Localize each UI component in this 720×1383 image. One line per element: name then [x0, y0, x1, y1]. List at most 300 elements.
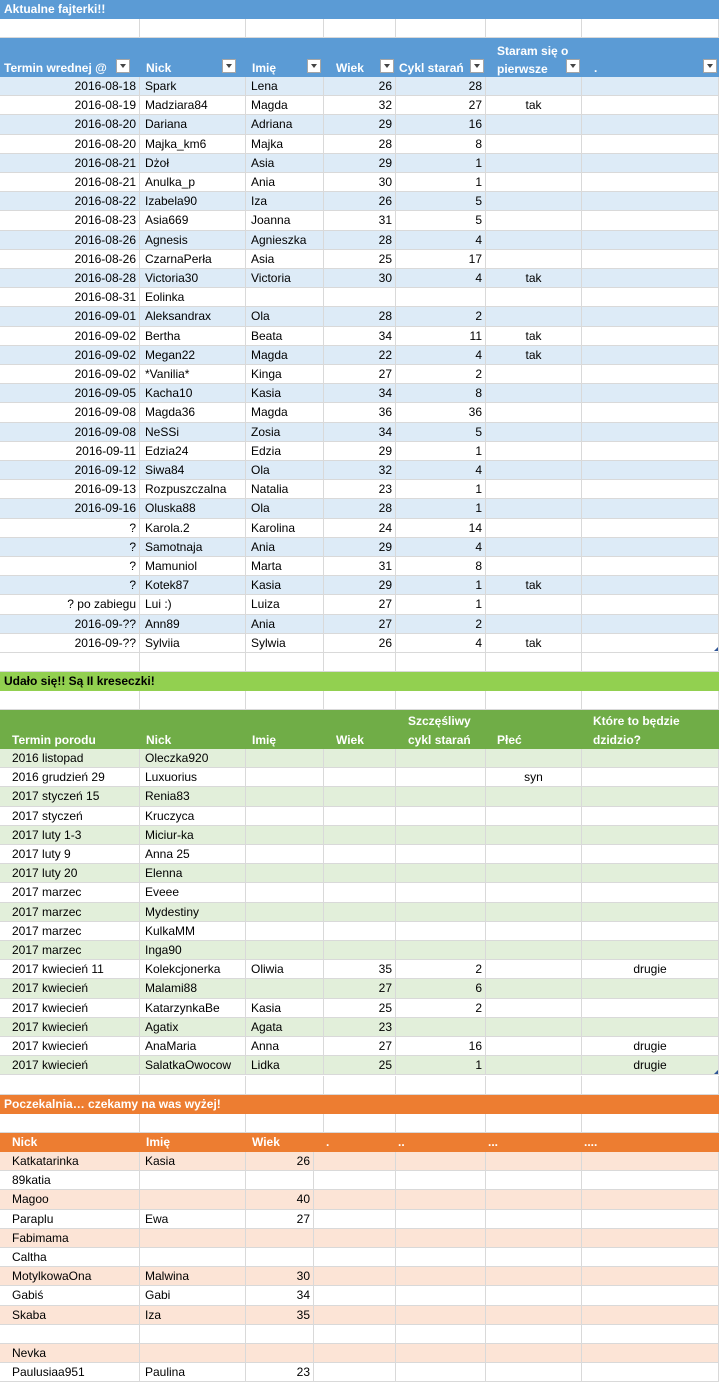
cell-wiek[interactable]: 29 — [324, 115, 396, 133]
cell-nick[interactable]: Samotnaja — [140, 538, 246, 556]
cell-plec[interactable] — [486, 883, 582, 901]
cell-wiek[interactable] — [324, 749, 396, 767]
cell-plec[interactable] — [486, 999, 582, 1017]
cell-wiek[interactable]: 35 — [246, 1306, 314, 1324]
cell-imie[interactable] — [140, 1325, 246, 1343]
cell-imie[interactable]: Paulina — [140, 1363, 246, 1381]
cell-extra[interactable] — [582, 499, 719, 517]
cell-extra[interactable] — [582, 423, 719, 441]
cell-pierwsze[interactable]: tak — [486, 346, 582, 364]
cell-nick[interactable]: Mamuniol — [140, 557, 246, 575]
cell-cykl[interactable]: 1 — [396, 480, 486, 498]
cell-imie[interactable]: Marta — [246, 557, 324, 575]
cell-nick[interactable]: Renia83 — [140, 787, 246, 805]
cell-cykl[interactable]: 1 — [396, 154, 486, 172]
cell-extra[interactable] — [582, 250, 719, 268]
cell-nick[interactable]: SalatkaOwocow — [140, 1056, 246, 1074]
cell-termin[interactable]: ? — [0, 538, 140, 556]
cell-wiek[interactable] — [324, 922, 396, 940]
cell-pierwsze[interactable] — [486, 77, 582, 95]
cell-extra[interactable] — [582, 173, 719, 191]
cell-cykl[interactable]: 28 — [396, 77, 486, 95]
cell-imie[interactable] — [140, 1344, 246, 1362]
cell-wiek[interactable]: 30 — [324, 269, 396, 287]
cell-pierwsze[interactable] — [486, 173, 582, 191]
cell-wiek[interactable]: 28 — [324, 231, 396, 249]
cell-nick[interactable]: Lui :) — [140, 595, 246, 613]
cell-nick[interactable]: Dżoł — [140, 154, 246, 172]
cell-wiek[interactable]: 23 — [324, 480, 396, 498]
cell-wiek[interactable]: 32 — [324, 461, 396, 479]
cell-imie[interactable]: Kasia — [246, 999, 324, 1017]
cell-pierwsze[interactable] — [486, 154, 582, 172]
cell-pierwsze[interactable]: tak — [486, 327, 582, 345]
cell-dot3[interactable] — [486, 1325, 582, 1343]
cell-imie[interactable]: Ola — [246, 307, 324, 325]
cell-cykl[interactable]: 1 — [396, 1056, 486, 1074]
cell-nick[interactable]: Agatix — [140, 1018, 246, 1036]
cell-pierwsze[interactable] — [486, 211, 582, 229]
cell-termin-porodu[interactable]: 2017 marzec — [0, 883, 140, 901]
cell-ktore[interactable]: drugie — [582, 1037, 719, 1055]
cell-plec[interactable] — [486, 903, 582, 921]
cell-wiek[interactable]: 29 — [324, 538, 396, 556]
cell-nick[interactable]: Kotek87 — [140, 576, 246, 594]
cell-imie[interactable]: Ania — [246, 538, 324, 556]
cell-nick[interactable]: CzarnaPerła — [140, 250, 246, 268]
cell-imie[interactable]: Lidka — [246, 1056, 324, 1074]
cell-cykl[interactable] — [396, 787, 486, 805]
cell-nick[interactable]: Mydestiny — [140, 903, 246, 921]
cell-dot4[interactable] — [582, 1171, 719, 1189]
cell-wiek[interactable]: 27 — [324, 979, 396, 997]
cell-pierwsze[interactable] — [486, 615, 582, 633]
cell-termin-porodu[interactable]: 2016 grudzień 29 — [0, 768, 140, 786]
cell-dot4[interactable] — [582, 1210, 719, 1228]
cell-wiek[interactable]: 24 — [324, 519, 396, 537]
cell-wiek[interactable]: 25 — [324, 250, 396, 268]
cell-dot3[interactable] — [486, 1229, 582, 1247]
cell-pierwsze[interactable] — [486, 288, 582, 306]
cell-nick[interactable]: Spark — [140, 77, 246, 95]
cell-imie[interactable] — [246, 749, 324, 767]
cell-cykl[interactable]: 8 — [396, 384, 486, 402]
cell-nick[interactable]: Madziara84 — [140, 96, 246, 114]
cell-imie[interactable]: Asia — [246, 154, 324, 172]
cell-cykl[interactable]: 1 — [396, 173, 486, 191]
cell-dot1[interactable] — [314, 1229, 396, 1247]
cell-dot4[interactable] — [582, 1306, 719, 1324]
cell-pierwsze[interactable] — [486, 135, 582, 153]
cell-plec[interactable] — [486, 807, 582, 825]
cell-ktore[interactable] — [582, 903, 719, 921]
cell-ktore[interactable] — [582, 787, 719, 805]
cell-pierwsze[interactable] — [486, 250, 582, 268]
cell-termin[interactable]: 2016-08-28 — [0, 269, 140, 287]
cell-wiek[interactable]: 25 — [324, 1056, 396, 1074]
cell-imie[interactable]: Lena — [246, 77, 324, 95]
cell-nick[interactable]: Victoria30 — [140, 269, 246, 287]
cell-wiek[interactable]: 27 — [324, 595, 396, 613]
cell-wiek[interactable]: 27 — [324, 365, 396, 383]
cell-dot4[interactable] — [582, 1229, 719, 1247]
cell-wiek[interactable] — [324, 807, 396, 825]
cell-imie[interactable]: Oliwia — [246, 960, 324, 978]
cell-nick[interactable]: Siwa84 — [140, 461, 246, 479]
cell-wiek[interactable]: 26 — [324, 634, 396, 652]
cell-cykl[interactable]: 16 — [396, 115, 486, 133]
filter-button[interactable] — [703, 59, 717, 73]
cell-termin[interactable]: 2016-09-02 — [0, 327, 140, 345]
cell-imie[interactable]: Adriana — [246, 115, 324, 133]
cell-termin[interactable]: 2016-08-20 — [0, 135, 140, 153]
cell-termin[interactable]: 2016-08-21 — [0, 173, 140, 191]
cell-imie[interactable] — [140, 1190, 246, 1208]
cell-nick[interactable]: Anulka_p — [140, 173, 246, 191]
cell-termin-porodu[interactable]: 2017 kwiecień 11 — [0, 960, 140, 978]
cell-extra[interactable] — [582, 96, 719, 114]
cell-termin[interactable]: 2016-09-11 — [0, 442, 140, 460]
cell-plec[interactable] — [486, 864, 582, 882]
cell-dot3[interactable] — [486, 1286, 582, 1304]
cell-dot1[interactable] — [314, 1171, 396, 1189]
cell-cykl[interactable]: 2 — [396, 615, 486, 633]
cell-wiek[interactable]: 34 — [324, 423, 396, 441]
cell-imie[interactable]: Karolina — [246, 519, 324, 537]
cell-wiek[interactable]: 35 — [324, 960, 396, 978]
cell-imie[interactable]: Ania — [246, 173, 324, 191]
cell-imie[interactable]: Beata — [246, 327, 324, 345]
cell-cykl[interactable]: 4 — [396, 461, 486, 479]
cell-wiek[interactable]: 22 — [324, 346, 396, 364]
cell-dot2[interactable] — [396, 1344, 486, 1362]
cell-nick[interactable]: Paulusiaa951 — [0, 1363, 140, 1381]
cell-wiek[interactable] — [324, 787, 396, 805]
cell-wiek[interactable] — [324, 864, 396, 882]
cell-wiek[interactable]: 34 — [324, 327, 396, 345]
cell-cykl[interactable]: 2 — [396, 365, 486, 383]
cell-termin[interactable]: 2016-08-23 — [0, 211, 140, 229]
cell-pierwsze[interactable] — [486, 192, 582, 210]
cell-ktore[interactable]: drugie — [582, 1056, 719, 1074]
cell-nick[interactable] — [0, 1325, 140, 1343]
cell-imie[interactable]: Kasia — [140, 1152, 246, 1170]
cell-cykl[interactable]: 8 — [396, 135, 486, 153]
cell-wiek[interactable]: 29 — [324, 576, 396, 594]
cell-cykl[interactable]: 17 — [396, 250, 486, 268]
cell-dot3[interactable] — [486, 1152, 582, 1170]
cell-cykl[interactable] — [396, 1018, 486, 1036]
cell-imie[interactable] — [246, 941, 324, 959]
cell-nick[interactable]: Majka_km6 — [140, 135, 246, 153]
cell-dot3[interactable] — [486, 1171, 582, 1189]
cell-cykl[interactable]: 1 — [396, 576, 486, 594]
cell-ktore[interactable] — [582, 807, 719, 825]
cell-dot3[interactable] — [486, 1248, 582, 1266]
cell-wiek[interactable]: 25 — [324, 999, 396, 1017]
cell-termin[interactable]: 2016-08-22 — [0, 192, 140, 210]
cell-cykl[interactable]: 5 — [396, 211, 486, 229]
cell-termin[interactable]: ? — [0, 557, 140, 575]
cell-cykl[interactable] — [396, 826, 486, 844]
cell-dot3[interactable] — [486, 1363, 582, 1381]
cell-cykl[interactable]: 4 — [396, 538, 486, 556]
cell-ktore[interactable] — [582, 999, 719, 1017]
cell-pierwsze[interactable] — [486, 557, 582, 575]
cell-dot3[interactable] — [486, 1190, 582, 1208]
cell-nick[interactable]: Kolekcjonerka — [140, 960, 246, 978]
cell-dot1[interactable] — [314, 1306, 396, 1324]
cell-wiek[interactable]: 29 — [324, 154, 396, 172]
cell-ktore[interactable]: drugie — [582, 960, 719, 978]
cell-wiek[interactable] — [324, 845, 396, 863]
cell-cykl[interactable]: 2 — [396, 999, 486, 1017]
cell-wiek[interactable] — [324, 883, 396, 901]
cell-termin[interactable]: ? — [0, 519, 140, 537]
cell-nick[interactable]: KatarzynkaBe — [140, 999, 246, 1017]
cell-cykl[interactable]: 5 — [396, 423, 486, 441]
cell-cykl[interactable]: 2 — [396, 960, 486, 978]
cell-dot2[interactable] — [396, 1363, 486, 1381]
cell-cykl[interactable] — [396, 749, 486, 767]
cell-termin[interactable]: 2016-09-12 — [0, 461, 140, 479]
cell-extra[interactable] — [582, 307, 719, 325]
cell-extra[interactable] — [582, 231, 719, 249]
table-resize-handle[interactable] — [714, 1070, 718, 1074]
cell-pierwsze[interactable] — [486, 499, 582, 517]
cell-nick[interactable]: Paraplu — [0, 1210, 140, 1228]
cell-cykl[interactable]: 4 — [396, 634, 486, 652]
cell-termin-porodu[interactable]: 2016 listopad — [0, 749, 140, 767]
sort-filter-button[interactable] — [116, 59, 130, 73]
cell-imie[interactable]: Agata — [246, 1018, 324, 1036]
cell-termin-porodu[interactable]: 2017 luty 1-3 — [0, 826, 140, 844]
cell-termin[interactable]: 2016-09-02 — [0, 365, 140, 383]
cell-termin-porodu[interactable]: 2017 kwiecień — [0, 1037, 140, 1055]
cell-dot3[interactable] — [486, 1210, 582, 1228]
cell-cykl[interactable] — [396, 288, 486, 306]
cell-dot4[interactable] — [582, 1152, 719, 1170]
cell-termin-porodu[interactable]: 2017 kwiecień — [0, 1056, 140, 1074]
cell-nick[interactable]: KulkaMM — [140, 922, 246, 940]
cell-cykl[interactable]: 1 — [396, 595, 486, 613]
cell-imie[interactable] — [140, 1229, 246, 1247]
cell-pierwsze[interactable] — [486, 423, 582, 441]
filter-button[interactable] — [380, 59, 394, 73]
cell-dot1[interactable] — [314, 1190, 396, 1208]
cell-dot2[interactable] — [396, 1190, 486, 1208]
cell-cykl[interactable] — [396, 941, 486, 959]
filter-button[interactable] — [307, 59, 321, 73]
cell-ktore[interactable] — [582, 941, 719, 959]
cell-extra[interactable] — [582, 211, 719, 229]
cell-extra[interactable] — [582, 519, 719, 537]
cell-termin[interactable]: 2016-09-?? — [0, 615, 140, 633]
cell-pierwsze[interactable] — [486, 365, 582, 383]
cell-imie[interactable]: Joanna — [246, 211, 324, 229]
cell-cykl[interactable]: 8 — [396, 557, 486, 575]
cell-plec[interactable] — [486, 749, 582, 767]
cell-nick[interactable]: Bertha — [140, 327, 246, 345]
cell-wiek[interactable]: 28 — [324, 307, 396, 325]
cell-imie[interactable]: Iza — [246, 192, 324, 210]
cell-dot4[interactable] — [582, 1267, 719, 1285]
cell-imie[interactable]: Magda — [246, 403, 324, 421]
cell-wiek[interactable]: 34 — [246, 1286, 314, 1304]
cell-termin[interactable]: 2016-08-26 — [0, 231, 140, 249]
cell-termin[interactable]: 2016-08-26 — [0, 250, 140, 268]
cell-dot1[interactable] — [314, 1344, 396, 1362]
cell-nick[interactable]: Malami88 — [140, 979, 246, 997]
cell-dot4[interactable] — [582, 1190, 719, 1208]
cell-wiek[interactable] — [324, 768, 396, 786]
cell-ktore[interactable] — [582, 922, 719, 940]
cell-imie[interactable]: Magda — [246, 346, 324, 364]
cell-wiek[interactable]: 27 — [324, 1037, 396, 1055]
cell-extra[interactable] — [582, 288, 719, 306]
cell-imie[interactable] — [246, 288, 324, 306]
cell-nick[interactable]: 89katia — [0, 1171, 140, 1189]
cell-dot2[interactable] — [396, 1210, 486, 1228]
cell-dot2[interactable] — [396, 1325, 486, 1343]
cell-imie[interactable]: Luiza — [246, 595, 324, 613]
cell-imie[interactable] — [246, 903, 324, 921]
cell-imie[interactable]: Ola — [246, 461, 324, 479]
cell-imie[interactable]: Ania — [246, 615, 324, 633]
cell-wiek[interactable]: 28 — [324, 135, 396, 153]
cell-extra[interactable] — [582, 135, 719, 153]
cell-dot2[interactable] — [396, 1286, 486, 1304]
cell-imie[interactable]: Natalia — [246, 480, 324, 498]
cell-wiek[interactable] — [246, 1248, 314, 1266]
cell-plec[interactable] — [486, 1018, 582, 1036]
cell-nick[interactable]: Karola.2 — [140, 519, 246, 537]
cell-nick[interactable]: Aleksandrax — [140, 307, 246, 325]
cell-dot4[interactable] — [582, 1248, 719, 1266]
cell-ktore[interactable] — [582, 749, 719, 767]
cell-plec[interactable] — [486, 960, 582, 978]
cell-pierwsze[interactable] — [486, 307, 582, 325]
cell-nick[interactable]: Kruczyca — [140, 807, 246, 825]
cell-extra[interactable] — [582, 365, 719, 383]
cell-nick[interactable]: Rozpuszczalna — [140, 480, 246, 498]
cell-wiek[interactable] — [324, 288, 396, 306]
cell-imie[interactable]: Ewa — [140, 1210, 246, 1228]
cell-nick[interactable]: Edzia24 — [140, 442, 246, 460]
cell-wiek[interactable] — [246, 1171, 314, 1189]
cell-nick[interactable]: Dariana — [140, 115, 246, 133]
cell-imie[interactable]: Kasia — [246, 384, 324, 402]
cell-pierwsze[interactable] — [486, 231, 582, 249]
cell-extra[interactable] — [582, 442, 719, 460]
cell-wiek[interactable]: 32 — [324, 96, 396, 114]
cell-pierwsze[interactable] — [486, 384, 582, 402]
cell-nick[interactable]: Anna 25 — [140, 845, 246, 863]
cell-pierwsze[interactable] — [486, 442, 582, 460]
cell-wiek[interactable]: 31 — [324, 211, 396, 229]
cell-pierwsze[interactable] — [486, 115, 582, 133]
cell-cykl[interactable]: 11 — [396, 327, 486, 345]
filter-button[interactable] — [222, 59, 236, 73]
cell-extra[interactable] — [582, 461, 719, 479]
cell-imie[interactable]: Kinga — [246, 365, 324, 383]
cell-termin[interactable]: 2016-09-08 — [0, 423, 140, 441]
cell-nick[interactable]: Elenna — [140, 864, 246, 882]
cell-dot1[interactable] — [314, 1267, 396, 1285]
cell-ktore[interactable] — [582, 883, 719, 901]
cell-pierwsze[interactable]: tak — [486, 96, 582, 114]
cell-dot1[interactable] — [314, 1152, 396, 1170]
cell-nick[interactable]: Miciur-ka — [140, 826, 246, 844]
cell-plec[interactable] — [486, 1056, 582, 1074]
cell-nick[interactable]: *Vanilia* — [140, 365, 246, 383]
cell-wiek[interactable]: 29 — [324, 442, 396, 460]
cell-extra[interactable] — [582, 403, 719, 421]
cell-ktore[interactable] — [582, 864, 719, 882]
cell-termin-porodu[interactable]: 2017 kwiecień — [0, 979, 140, 997]
cell-pierwsze[interactable]: tak — [486, 634, 582, 652]
cell-plec[interactable] — [486, 845, 582, 863]
cell-imie[interactable] — [246, 787, 324, 805]
cell-pierwsze[interactable] — [486, 403, 582, 421]
cell-imie[interactable]: Asia — [246, 250, 324, 268]
cell-imie[interactable] — [246, 979, 324, 997]
cell-nick[interactable]: Eolinka — [140, 288, 246, 306]
cell-dot4[interactable] — [582, 1344, 719, 1362]
cell-cykl[interactable]: 2 — [396, 307, 486, 325]
cell-termin[interactable]: 2016-09-02 — [0, 346, 140, 364]
cell-wiek[interactable] — [246, 1229, 314, 1247]
cell-wiek[interactable]: 26 — [324, 77, 396, 95]
cell-dot1[interactable] — [314, 1248, 396, 1266]
cell-wiek[interactable]: 26 — [324, 192, 396, 210]
cell-imie[interactable]: Malwina — [140, 1267, 246, 1285]
cell-wiek[interactable]: 26 — [246, 1152, 314, 1170]
cell-dot2[interactable] — [396, 1248, 486, 1266]
cell-pierwsze[interactable] — [486, 461, 582, 479]
cell-imie[interactable] — [140, 1248, 246, 1266]
cell-dot1[interactable] — [314, 1286, 396, 1304]
cell-imie[interactable]: Kasia — [246, 576, 324, 594]
cell-extra[interactable] — [582, 480, 719, 498]
cell-plec[interactable] — [486, 941, 582, 959]
cell-ktore[interactable] — [582, 768, 719, 786]
cell-imie[interactable]: Anna — [246, 1037, 324, 1055]
cell-cykl[interactable] — [396, 922, 486, 940]
cell-wiek[interactable]: 27 — [246, 1210, 314, 1228]
cell-nick[interactable]: Inga90 — [140, 941, 246, 959]
cell-termin[interactable]: 2016-08-18 — [0, 77, 140, 95]
cell-nick[interactable]: Katkatarinka — [0, 1152, 140, 1170]
cell-plec[interactable] — [486, 826, 582, 844]
cell-cykl[interactable] — [396, 807, 486, 825]
cell-cykl[interactable]: 4 — [396, 346, 486, 364]
cell-nick[interactable]: Izabela90 — [140, 192, 246, 210]
cell-imie[interactable]: Zosia — [246, 423, 324, 441]
cell-termin-porodu[interactable]: 2017 luty 9 — [0, 845, 140, 863]
cell-wiek[interactable]: 23 — [324, 1018, 396, 1036]
cell-imie[interactable] — [246, 826, 324, 844]
cell-imie[interactable] — [246, 845, 324, 863]
cell-extra[interactable] — [582, 634, 719, 652]
cell-termin[interactable]: 2016-09-01 — [0, 307, 140, 325]
cell-imie[interactable] — [246, 922, 324, 940]
cell-termin[interactable]: 2016-08-21 — [0, 154, 140, 172]
cell-termin[interactable]: 2016-09-13 — [0, 480, 140, 498]
cell-nick[interactable]: Luxuorius — [140, 768, 246, 786]
cell-wiek[interactable]: 27 — [324, 615, 396, 633]
cell-pierwsze[interactable] — [486, 595, 582, 613]
